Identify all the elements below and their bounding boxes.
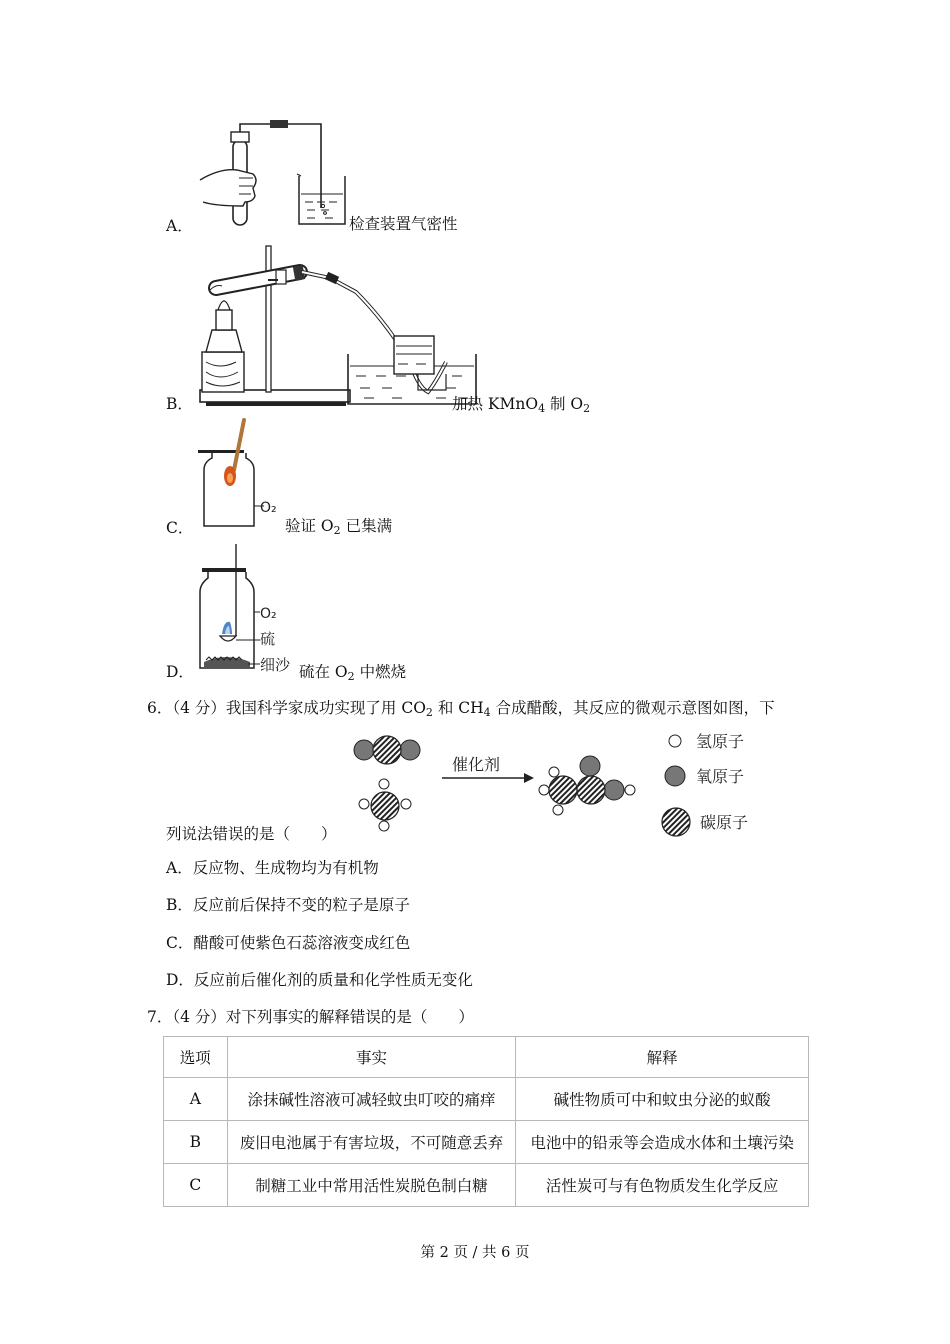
row-c-option: C — [164, 1164, 228, 1207]
header-fact: 事实 — [227, 1037, 516, 1078]
legend-hydrogen-label: 氢原子 — [696, 732, 745, 751]
q6-option-d: D．反应前后催化剂的质量和化学性质无变化 — [166, 971, 473, 989]
option-b-sub2: 2 — [583, 402, 591, 415]
q6-option-c: C．醋酸可使紫色石蕊溶液变成红色 — [166, 934, 411, 952]
acid-h-top — [549, 767, 559, 777]
legend-carbon-icon — [662, 808, 690, 836]
legend-hydrogen-icon — [669, 735, 681, 747]
option-d-caption-pre: 硫在 O — [299, 663, 348, 681]
q6-stem-mid: 和 CH — [432, 699, 484, 717]
legend-carbon-label: 碳原子 — [700, 813, 749, 832]
option-a-letter: A． — [166, 217, 193, 235]
row-b-fact: 废旧电池属于有害垃圾，不可随意丢弃 — [227, 1121, 516, 1164]
q6-stem-continued: 列说法错误的是（ ） — [166, 825, 337, 843]
option-c-o2-label: O₂ — [260, 500, 277, 516]
option-c-letter: C． — [166, 519, 194, 537]
ch4-h-bottom — [379, 821, 389, 831]
airtightness-check-figure — [195, 118, 355, 233]
legend-oxygen-label: 氧原子 — [696, 767, 745, 786]
acid-carbon-2 — [577, 776, 605, 804]
option-d-sand-label: 细沙 — [260, 656, 291, 674]
row-b-explanation: 电池中的铅汞等会造成水体和土壤污染 — [516, 1121, 809, 1164]
option-c-caption-pre: 验证 O — [285, 517, 334, 535]
o2-full-check-figure — [198, 418, 288, 530]
table-row — [164, 1164, 809, 1207]
option-b-caption-mid: 制 O — [545, 395, 584, 413]
table-row — [164, 1078, 809, 1121]
option-d-caption — [299, 662, 406, 682]
acid-oxygen-right — [604, 780, 624, 800]
co2-carbon — [373, 736, 401, 764]
option-d-o2-label: O₂ — [260, 606, 277, 622]
row-b-option: B — [164, 1121, 228, 1164]
q6-stem-pre: 6．（4 分）我国科学家成功实现了用 CO — [147, 699, 426, 717]
option-c-sub: 2 — [333, 524, 341, 537]
option-d-caption-post: 中燃烧 — [354, 663, 407, 681]
table-header-row — [164, 1037, 809, 1078]
q6-sub1: 2 — [425, 706, 433, 719]
ch4-h-left — [359, 799, 369, 809]
acid-carbon-1 — [549, 776, 577, 804]
option-b-caption — [452, 394, 590, 414]
option-b-sub: 4 — [538, 402, 546, 415]
row-c-explanation: 活性炭可与有色物质发生化学反应 — [516, 1164, 809, 1207]
option-d-sub: 2 — [347, 670, 355, 683]
ch4-carbon — [371, 792, 399, 820]
option-b-caption-pre: 加热 KMnO — [452, 395, 539, 413]
q7-stem: 7．（4 分）对下列事实的解释错误的是（ ） — [147, 1008, 474, 1026]
row-a-option: A — [164, 1078, 228, 1121]
acid-h-right — [625, 785, 635, 795]
co2-oxygen-right — [400, 740, 420, 760]
legend-oxygen-icon — [665, 766, 685, 786]
option-a-caption: 检查装置气密性 — [349, 215, 458, 233]
option-d-sulfur-label: 硫 — [260, 630, 276, 648]
ch4-h-top — [379, 779, 389, 789]
ch4-h-right — [401, 799, 411, 809]
atom-legend — [660, 728, 770, 840]
q7-table — [163, 1036, 809, 1207]
page-footer: 第 2 页 / 共 6 页 — [420, 1245, 530, 1261]
option-d-letter: D． — [166, 663, 194, 681]
row-a-fact: 涂抹碱性溶液可减轻蚊虫叮咬的痛痒 — [227, 1078, 516, 1121]
q6-option-a: A．反应物、生成物均为有机物 — [166, 859, 379, 877]
acid-h-left — [539, 785, 549, 795]
acid-oxygen-top — [580, 756, 600, 776]
table-row — [164, 1121, 809, 1164]
q6-sub2: 4 — [483, 706, 491, 719]
q6-stem — [147, 698, 775, 718]
option-b-letter: B． — [166, 395, 193, 413]
header-option: 选项 — [164, 1037, 228, 1078]
sulfur-burning-figure — [196, 544, 306, 674]
q6-option-b: B．反应前后保持不变的粒子是原子 — [166, 896, 410, 914]
catalyst-label: 催化剂 — [452, 755, 501, 774]
acid-h-bottom — [553, 805, 563, 815]
row-c-fact: 制糖工业中常用活性炭脱色制白糖 — [227, 1164, 516, 1207]
option-c-caption — [285, 516, 392, 536]
row-a-explanation: 碱性物质可中和蚊虫分泌的蚁酸 — [516, 1078, 809, 1121]
q6-stem-post: 合成醋酸，其反应的微观示意图如图，下 — [490, 699, 775, 717]
kmno4-heating-figure — [196, 242, 576, 412]
header-explanation: 解释 — [516, 1037, 809, 1078]
option-c-caption-post: 已集满 — [340, 517, 393, 535]
co2-oxygen-left — [354, 740, 374, 760]
